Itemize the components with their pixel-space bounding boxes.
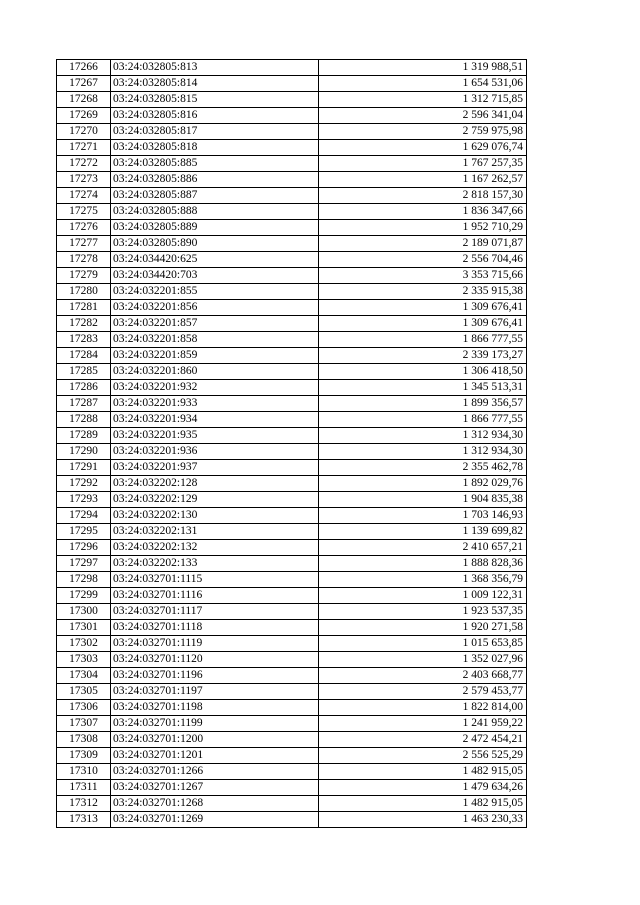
cadastral-number-cell: 03:24:032701:1196	[111, 668, 319, 684]
cadastral-number-cell: 03:24:032805:816	[111, 108, 319, 124]
cadastral-value-cell: 2 472 454,21	[319, 732, 527, 748]
row-number-cell: 17285	[57, 364, 111, 380]
row-number-cell: 17279	[57, 268, 111, 284]
cadastral-value-cell: 1 629 076,74	[319, 140, 527, 156]
table-row	[57, 748, 527, 764]
row-number-cell: 17273	[57, 172, 111, 188]
table-row	[57, 444, 527, 460]
table-row	[57, 764, 527, 780]
cadastral-value-cell: 1 923 537,35	[319, 604, 527, 620]
cadastral-number-cell: 03:24:032201:937	[111, 460, 319, 476]
cadastral-number-cell: 03:24:032201:860	[111, 364, 319, 380]
row-number-cell: 17283	[57, 332, 111, 348]
table-row	[57, 508, 527, 524]
cadastral-value-cell: 2 596 341,04	[319, 108, 527, 124]
cadastral-number-cell: 03:24:032805:817	[111, 124, 319, 140]
cadastral-value-cell: 1 345 513,31	[319, 380, 527, 396]
cadastral-number-cell: 03:24:032701:1119	[111, 636, 319, 652]
cadastral-value-cell: 1 139 699,82	[319, 524, 527, 540]
row-number-cell: 17292	[57, 476, 111, 492]
table-row	[57, 604, 527, 620]
cadastral-value-cell: 1 306 418,50	[319, 364, 527, 380]
cadastral-value-cell: 1 319 988,51	[319, 60, 527, 76]
row-number-cell: 17277	[57, 236, 111, 252]
row-number-cell: 17301	[57, 620, 111, 636]
cadastral-value-cell: 2 556 525,29	[319, 748, 527, 764]
row-number-cell: 17266	[57, 60, 111, 76]
cadastral-value-cell: 3 353 715,66	[319, 268, 527, 284]
table-row	[57, 412, 527, 428]
table-row	[57, 796, 527, 812]
table-row	[57, 540, 527, 556]
cadastral-number-cell: 03:24:032805:887	[111, 188, 319, 204]
row-number-cell: 17288	[57, 412, 111, 428]
cadastral-number-cell: 03:24:032202:129	[111, 492, 319, 508]
table-row	[57, 140, 527, 156]
table-row	[57, 332, 527, 348]
table-row	[57, 716, 527, 732]
cadastral-value-cell: 1 312 934,30	[319, 444, 527, 460]
cadastral-value-cell: 2 335 915,38	[319, 284, 527, 300]
row-number-cell: 17284	[57, 348, 111, 364]
cadastral-value-cell: 2 579 453,77	[319, 684, 527, 700]
cadastral-number-cell: 03:24:032201:932	[111, 380, 319, 396]
cadastral-value-cell: 1 892 029,76	[319, 476, 527, 492]
table-row	[57, 476, 527, 492]
row-number-cell: 17313	[57, 812, 111, 828]
row-number-cell: 17282	[57, 316, 111, 332]
cadastral-value-cell: 1 899 356,57	[319, 396, 527, 412]
row-number-cell: 17276	[57, 220, 111, 236]
cadastral-number-cell: 03:24:032701:1115	[111, 572, 319, 588]
cadastral-value-cell: 2 355 462,78	[319, 460, 527, 476]
cadastral-number-cell: 03:24:032202:133	[111, 556, 319, 572]
row-number-cell: 17309	[57, 748, 111, 764]
table-row	[57, 780, 527, 796]
row-number-cell: 17299	[57, 588, 111, 604]
row-number-cell: 17275	[57, 204, 111, 220]
table-row	[57, 284, 527, 300]
table-row	[57, 732, 527, 748]
cadastral-value-cell: 1 312 934,30	[319, 428, 527, 444]
table-row	[57, 636, 527, 652]
cadastral-number-cell: 03:24:032201:935	[111, 428, 319, 444]
table-row	[57, 108, 527, 124]
cadastral-number-cell: 03:24:032701:1198	[111, 700, 319, 716]
cadastral-number-cell: 03:24:032201:934	[111, 412, 319, 428]
row-number-cell: 17306	[57, 700, 111, 716]
cadastral-value-cell: 1 463 230,33	[319, 812, 527, 828]
cadastral-number-cell: 03:24:032201:859	[111, 348, 319, 364]
cadastral-number-cell: 03:24:032701:1116	[111, 588, 319, 604]
cadastral-value-cell: 1 309 676,41	[319, 316, 527, 332]
cadastral-number-cell: 03:24:032805:885	[111, 156, 319, 172]
cadastral-number-cell: 03:24:032805:813	[111, 60, 319, 76]
cadastral-value-cell: 1 368 356,79	[319, 572, 527, 588]
cadastral-number-cell: 03:24:032201:858	[111, 332, 319, 348]
table-row	[57, 204, 527, 220]
cadastral-number-cell: 03:24:032201:933	[111, 396, 319, 412]
row-number-cell: 17270	[57, 124, 111, 140]
cadastral-value-table	[56, 59, 527, 828]
cadastral-number-cell: 03:24:032201:855	[111, 284, 319, 300]
cadastral-value-cell: 1 167 262,57	[319, 172, 527, 188]
cadastral-number-cell: 03:24:032805:815	[111, 92, 319, 108]
cadastral-value-cell: 2 759 975,98	[319, 124, 527, 140]
row-number-cell: 17312	[57, 796, 111, 812]
table-row	[57, 380, 527, 396]
cadastral-value-cell: 1 352 027,96	[319, 652, 527, 668]
table-row	[57, 76, 527, 92]
cadastral-number-cell: 03:24:034420:625	[111, 252, 319, 268]
table-row	[57, 396, 527, 412]
row-number-cell: 17311	[57, 780, 111, 796]
cadastral-number-cell: 03:24:032805:818	[111, 140, 319, 156]
table-row	[57, 92, 527, 108]
row-number-cell: 17304	[57, 668, 111, 684]
table-row	[57, 316, 527, 332]
cadastral-number-cell: 03:24:032701:1268	[111, 796, 319, 812]
row-number-cell: 17310	[57, 764, 111, 780]
cadastral-number-cell: 03:24:034420:703	[111, 268, 319, 284]
row-number-cell: 17298	[57, 572, 111, 588]
row-number-cell: 17290	[57, 444, 111, 460]
row-number-cell: 17294	[57, 508, 111, 524]
table-row	[57, 172, 527, 188]
row-number-cell: 17291	[57, 460, 111, 476]
table-row	[57, 156, 527, 172]
table-row	[57, 348, 527, 364]
row-number-cell: 17307	[57, 716, 111, 732]
cadastral-value-cell: 1 822 814,00	[319, 700, 527, 716]
cadastral-value-cell: 1 482 915,05	[319, 796, 527, 812]
cadastral-number-cell: 03:24:032805:890	[111, 236, 319, 252]
row-number-cell: 17280	[57, 284, 111, 300]
cadastral-number-cell: 03:24:032202:132	[111, 540, 319, 556]
cadastral-number-cell: 03:24:032701:1267	[111, 780, 319, 796]
row-number-cell: 17302	[57, 636, 111, 652]
row-number-cell: 17269	[57, 108, 111, 124]
cadastral-value-cell: 2 403 668,77	[319, 668, 527, 684]
table-row	[57, 572, 527, 588]
cadastral-value-cell: 2 189 071,87	[319, 236, 527, 252]
cadastral-number-cell: 03:24:032805:889	[111, 220, 319, 236]
table-row	[57, 428, 527, 444]
table-row	[57, 668, 527, 684]
cadastral-value-cell: 2 410 657,21	[319, 540, 527, 556]
table-row	[57, 700, 527, 716]
table-row	[57, 220, 527, 236]
cadastral-value-cell: 2 556 704,46	[319, 252, 527, 268]
cadastral-value-cell: 1 952 710,29	[319, 220, 527, 236]
cadastral-number-cell: 03:24:032701:1197	[111, 684, 319, 700]
cadastral-number-cell: 03:24:032201:856	[111, 300, 319, 316]
table-row	[57, 268, 527, 284]
cadastral-value-cell: 1 482 915,05	[319, 764, 527, 780]
cadastral-number-cell: 03:24:032701:1199	[111, 716, 319, 732]
row-number-cell: 17267	[57, 76, 111, 92]
row-number-cell: 17271	[57, 140, 111, 156]
cadastral-number-cell: 03:24:032202:131	[111, 524, 319, 540]
table-row	[57, 812, 527, 828]
cadastral-value-cell: 1 888 828,36	[319, 556, 527, 572]
cadastral-number-cell: 03:24:032201:936	[111, 444, 319, 460]
row-number-cell: 17274	[57, 188, 111, 204]
table-row	[57, 460, 527, 476]
row-number-cell: 17297	[57, 556, 111, 572]
row-number-cell: 17293	[57, 492, 111, 508]
table-row	[57, 364, 527, 380]
cadastral-number-cell: 03:24:032701:1118	[111, 620, 319, 636]
table-row	[57, 300, 527, 316]
cadastral-number-cell: 03:24:032701:1201	[111, 748, 319, 764]
table-body	[57, 60, 527, 828]
cadastral-value-cell: 1 009 122,31	[319, 588, 527, 604]
table-row	[57, 188, 527, 204]
table-row	[57, 588, 527, 604]
cadastral-number-cell: 03:24:032701:1266	[111, 764, 319, 780]
cadastral-number-cell: 03:24:032701:1117	[111, 604, 319, 620]
cadastral-number-cell: 03:24:032202:128	[111, 476, 319, 492]
table-row	[57, 492, 527, 508]
cadastral-number-cell: 03:24:032701:1200	[111, 732, 319, 748]
cadastral-value-cell: 2 818 157,30	[319, 188, 527, 204]
cadastral-value-cell: 1 866 777,55	[319, 332, 527, 348]
cadastral-number-cell: 03:24:032201:857	[111, 316, 319, 332]
table-row	[57, 620, 527, 636]
row-number-cell: 17278	[57, 252, 111, 268]
cadastral-value-cell: 2 339 173,27	[319, 348, 527, 364]
row-number-cell: 17281	[57, 300, 111, 316]
row-number-cell: 17300	[57, 604, 111, 620]
cadastral-value-cell: 1 309 676,41	[319, 300, 527, 316]
row-number-cell: 17296	[57, 540, 111, 556]
table-row	[57, 652, 527, 668]
table-row	[57, 684, 527, 700]
row-number-cell: 17286	[57, 380, 111, 396]
row-number-cell: 17305	[57, 684, 111, 700]
cadastral-value-cell: 1 904 835,38	[319, 492, 527, 508]
table-row	[57, 60, 527, 76]
cadastral-value-cell: 1 312 715,85	[319, 92, 527, 108]
cadastral-value-cell: 1 654 531,06	[319, 76, 527, 92]
table-row	[57, 124, 527, 140]
table-row	[57, 236, 527, 252]
table-row	[57, 252, 527, 268]
cadastral-value-cell: 1 866 777,55	[319, 412, 527, 428]
table-row	[57, 524, 527, 540]
row-number-cell: 17295	[57, 524, 111, 540]
cadastral-value-cell: 1 015 653,85	[319, 636, 527, 652]
row-number-cell: 17287	[57, 396, 111, 412]
row-number-cell: 17268	[57, 92, 111, 108]
row-number-cell: 17308	[57, 732, 111, 748]
cadastral-value-cell: 1 920 271,58	[319, 620, 527, 636]
cadastral-value-cell: 1 836 347,66	[319, 204, 527, 220]
cadastral-number-cell: 03:24:032805:888	[111, 204, 319, 220]
cadastral-value-cell: 1 767 257,35	[319, 156, 527, 172]
row-number-cell: 17272	[57, 156, 111, 172]
row-number-cell: 17303	[57, 652, 111, 668]
cadastral-number-cell: 03:24:032202:130	[111, 508, 319, 524]
row-number-cell: 17289	[57, 428, 111, 444]
cadastral-number-cell: 03:24:032805:814	[111, 76, 319, 92]
table-row	[57, 556, 527, 572]
cadastral-value-cell: 1 479 634,26	[319, 780, 527, 796]
cadastral-number-cell: 03:24:032701:1269	[111, 812, 319, 828]
cadastral-value-cell: 1 241 959,22	[319, 716, 527, 732]
cadastral-number-cell: 03:24:032805:886	[111, 172, 319, 188]
cadastral-number-cell: 03:24:032701:1120	[111, 652, 319, 668]
cadastral-value-cell: 1 703 146,93	[319, 508, 527, 524]
